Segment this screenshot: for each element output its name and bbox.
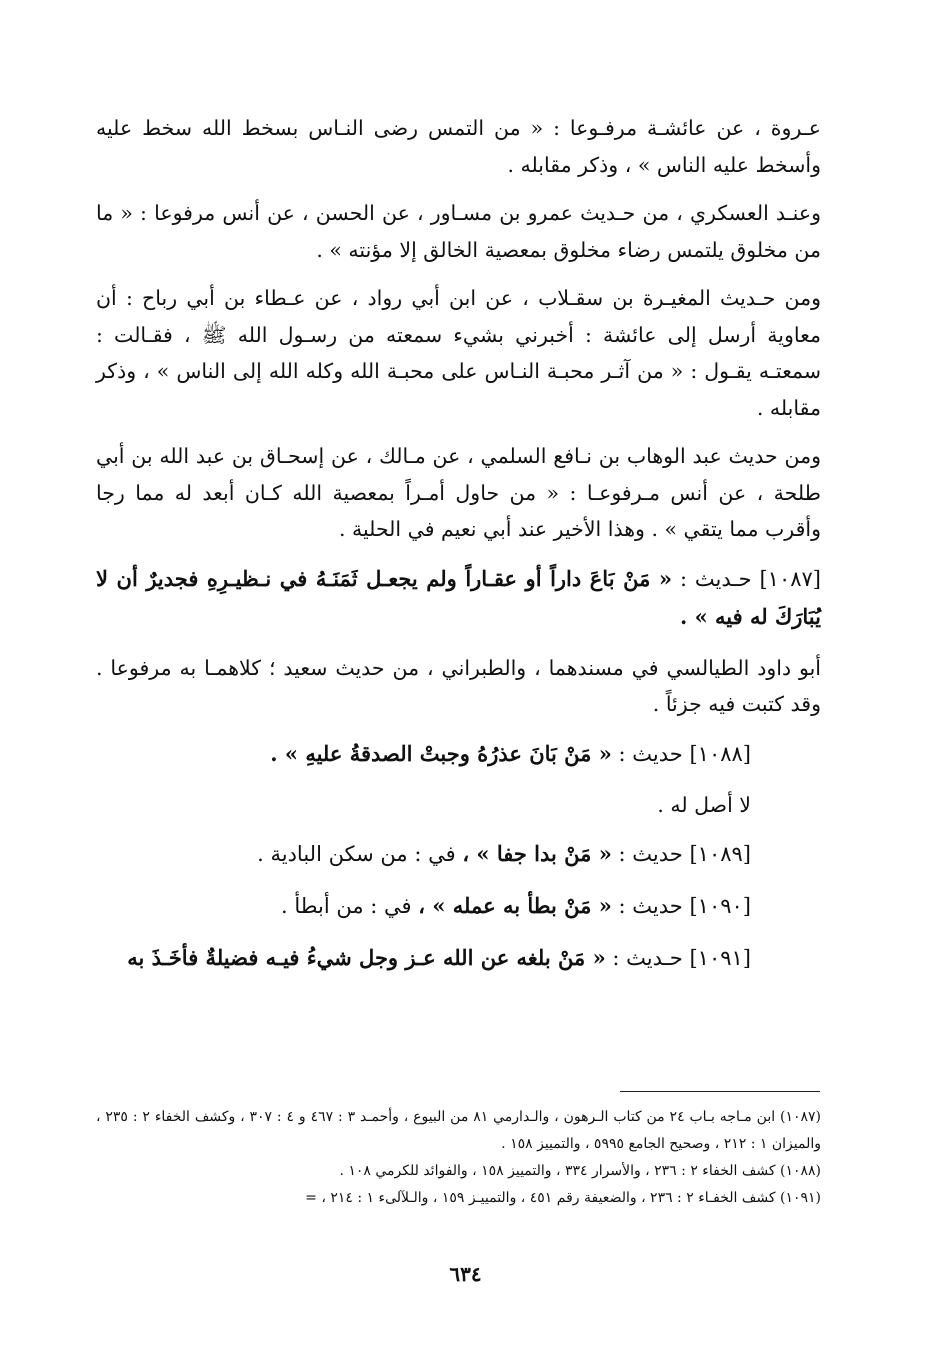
hadith-suffix: في : من أبطأ . bbox=[281, 894, 412, 918]
hadith-number: [١٠٨٩] bbox=[689, 842, 751, 866]
paragraph-1: عـروة ، عن عائشـة مرفـوعا : « من التمس رضى النـاس بسخط الله سخط عليه وأسخط عليه الناس » ، وذكر مقابله . bbox=[96, 116, 821, 177]
hadith-1087 bbox=[96, 560, 821, 636]
hadith-1088 bbox=[96, 735, 751, 773]
hadith-prefix: حـديث : bbox=[679, 566, 752, 591]
hadith-1090 bbox=[96, 887, 751, 925]
hadith-text: « مَنْ بطأ به عمله » ، bbox=[418, 893, 612, 918]
hadith-number: [١٠٩٠] bbox=[689, 894, 751, 918]
footnote-1088: (١٠٨٨) كشف الخفاء ٢ : ٢٣٦ ، والأسرار ٣٣٤ ، والتمييز ١٥٨ ، والفوائد للكرمي ١٠٨ . bbox=[339, 1163, 821, 1179]
hadith-suffix: في : من سكن البادية . bbox=[257, 842, 456, 866]
footnote-1091: (١٠٩١) كشف الخفـاء ٢ : ٢٣٦ ، والضعيفة رقم ٤٥١ ، والتمييـز ١٥٩ ، والـلآلىء ١ : ٢١٤ ، = bbox=[305, 1190, 821, 1206]
paragraph-3: ومن حـديث المغيـرة بن سقـلاب ، عن ابن أبي رواد ، عن عـطاء بن أبي رباح : أن معاوية أرسل إلى عائشة : أخبرني بشيء سمعته من رسـول الله ﷺ ، فقـالت : سمعتـه يقـول : « من آثـر محبـة النـاس على محبـة الله وكله الله إلى الناس » ، وذكر مقابله . bbox=[96, 286, 821, 420]
hadith-text: « مَنْ بَانَ عذرُهُ وجبتْ الصدقةُ عليهِ » . bbox=[270, 740, 612, 766]
footnote-divider bbox=[620, 1091, 820, 1092]
commentary-1087: أبو داود الطيالسي في مسندهما ، والطبراني ، من حديث سعيد ؛ كلاهمـا به مرفوعا . وقد كتبت فيه جزئاً . bbox=[96, 655, 821, 716]
hadith-text: « مَنْ بدا جفا » ، bbox=[462, 841, 612, 866]
hadith-number: [١٠٨٨] bbox=[689, 741, 751, 766]
footnotes bbox=[96, 1104, 821, 1212]
hadith-text: « مَنْ بلغه عن الله عـز وجل شيءُ فيـه فضيلةٌ فأخَـذَ به bbox=[127, 945, 606, 970]
paragraph-2: وعنـد العسكري ، من حـديث عمرو بن مسـاور ، عن الحسن ، عن أنس مرفوعا : « ما من مخلوق يلتمس رضاء مخلوق بمعصية الخالق إلا مؤنته » . bbox=[96, 201, 821, 262]
hadith-number: [١٠٨٧] bbox=[759, 566, 821, 591]
hadith-1089 bbox=[96, 835, 751, 873]
hadith-prefix: حديث : bbox=[618, 894, 683, 918]
page-number: ٦٣٤ bbox=[449, 1262, 482, 1286]
hadith-prefix: حديث : bbox=[618, 741, 683, 766]
paragraph-4: ومن حديث عبد الوهاب بن نـافع السلمي ، عن مـالك ، عن إسحـاق بن عبد الله بن أبي طلحة ، عن أنس مـرفوعـا : « من حاول أمـراً بمعصية الله كـان أبعد له مما رجا وأقرب مما يتقي » . وهذا الأخير عند أبي نعيم في الحلية . bbox=[96, 444, 821, 541]
hadith-text: « مَنْ بَاعَ داراً أو عقـاراً ولم يجعـل ثَمَنَـهُ في نـظيـرِهِ فجديرٌ أن لا يُبَارَكَ له فيه » . bbox=[96, 565, 821, 629]
hadith-number: [١٠٩١] bbox=[689, 946, 751, 970]
hadith-prefix: حديث : bbox=[618, 842, 683, 866]
page-body bbox=[96, 110, 821, 991]
hadith-1091 bbox=[96, 939, 751, 977]
commentary-1088: لا أصل له . bbox=[657, 792, 751, 817]
footnote-1087: (١٠٨٧) ابن مـاجه بـاب ٢٤ من كتاب الـرهون ، والـدارمي ٨١ من البيوع ، وأحمـد ٣ : ٤٦٧ و ٤ : ٣٠٧ ، وكشف الخفاء ٢ : ٢٣٥ ، والميزان ١ : ٢١٢ ، وصحيح الجامع ٥٩٩٥ ، والتمييز ١٥٨ . bbox=[96, 1109, 821, 1152]
hadith-prefix: حـديث : bbox=[612, 946, 683, 970]
